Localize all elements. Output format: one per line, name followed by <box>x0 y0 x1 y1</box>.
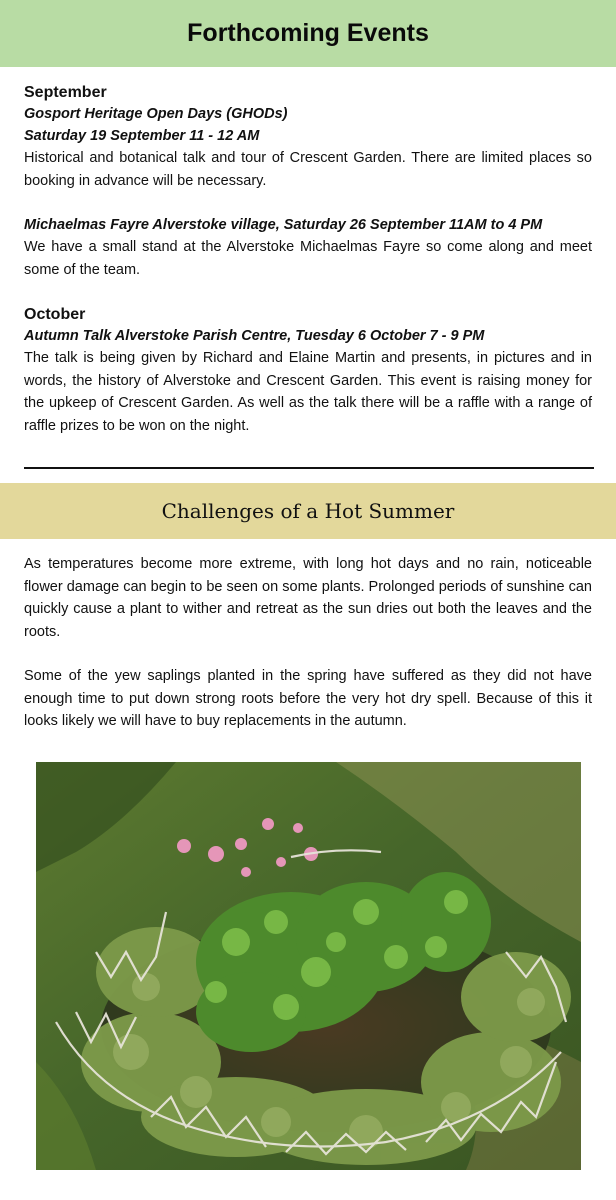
event-ghods-description: Historical and botanical talk and tour of Crescent Garden. There are limited places so booking in advance will be necessary. <box>24 150 592 189</box>
month-october: October <box>24 306 86 323</box>
section-divider <box>24 467 594 469</box>
event-michaelmas-title: Michaelmas Fayre Alverstoke village, Saturday 26 September 11AM to 4 PM <box>24 217 543 233</box>
challenges-paragraph-2: Some of the yew saplings planted in the spring have suffered as they did not have enough time to put down strong roots before the very hot dry spell. Because of this it looks likely we will have to buy replacements in the autumn. <box>24 668 592 729</box>
challenges-title: Challenges of a Hot Summer <box>161 499 455 523</box>
challenges-paragraph-1: As temperatures become more extreme, with long hot days and no rain, noticeable flower damage can begin to be seen on some plants. Prolonged periods of sunshine can quickly cause a plant to wither and retreat as the sun dries out both the leaves and the roots. <box>24 556 592 640</box>
event-autumn-talk-description: The talk is being given by Richard and Elaine Martin and presents, in pictures and in words, the history of Alverstoke and Crescent Garden. This event is raising money for the upkeep of Crescent Garden. As well as the talk there will be a raffle with a range of raffle prizes to be won on the night. <box>24 350 592 434</box>
garden-bed-illustration <box>36 762 581 1170</box>
challenges-section <box>24 553 592 733</box>
forthcoming-events-title: Forthcoming Events <box>187 19 429 47</box>
forthcoming-events-header <box>0 0 616 67</box>
month-september: September <box>24 84 107 101</box>
event-michaelmas-description: We have a small stand at the Alverstoke Michaelmas Fayre so come along and meet some of the team. <box>24 239 592 278</box>
event-ghods-when: Saturday 19 September 11 - 12 AM <box>24 128 260 144</box>
event-ghods-title: Gosport Heritage Open Days (GHODs) <box>24 106 288 122</box>
event-autumn-talk-title: Autumn Talk Alverstoke Parish Centre, Tuesday 6 October 7 - 9 PM <box>24 328 485 344</box>
garden-bed-photo <box>36 762 581 1170</box>
challenges-header <box>0 483 616 539</box>
events-section <box>24 83 592 437</box>
